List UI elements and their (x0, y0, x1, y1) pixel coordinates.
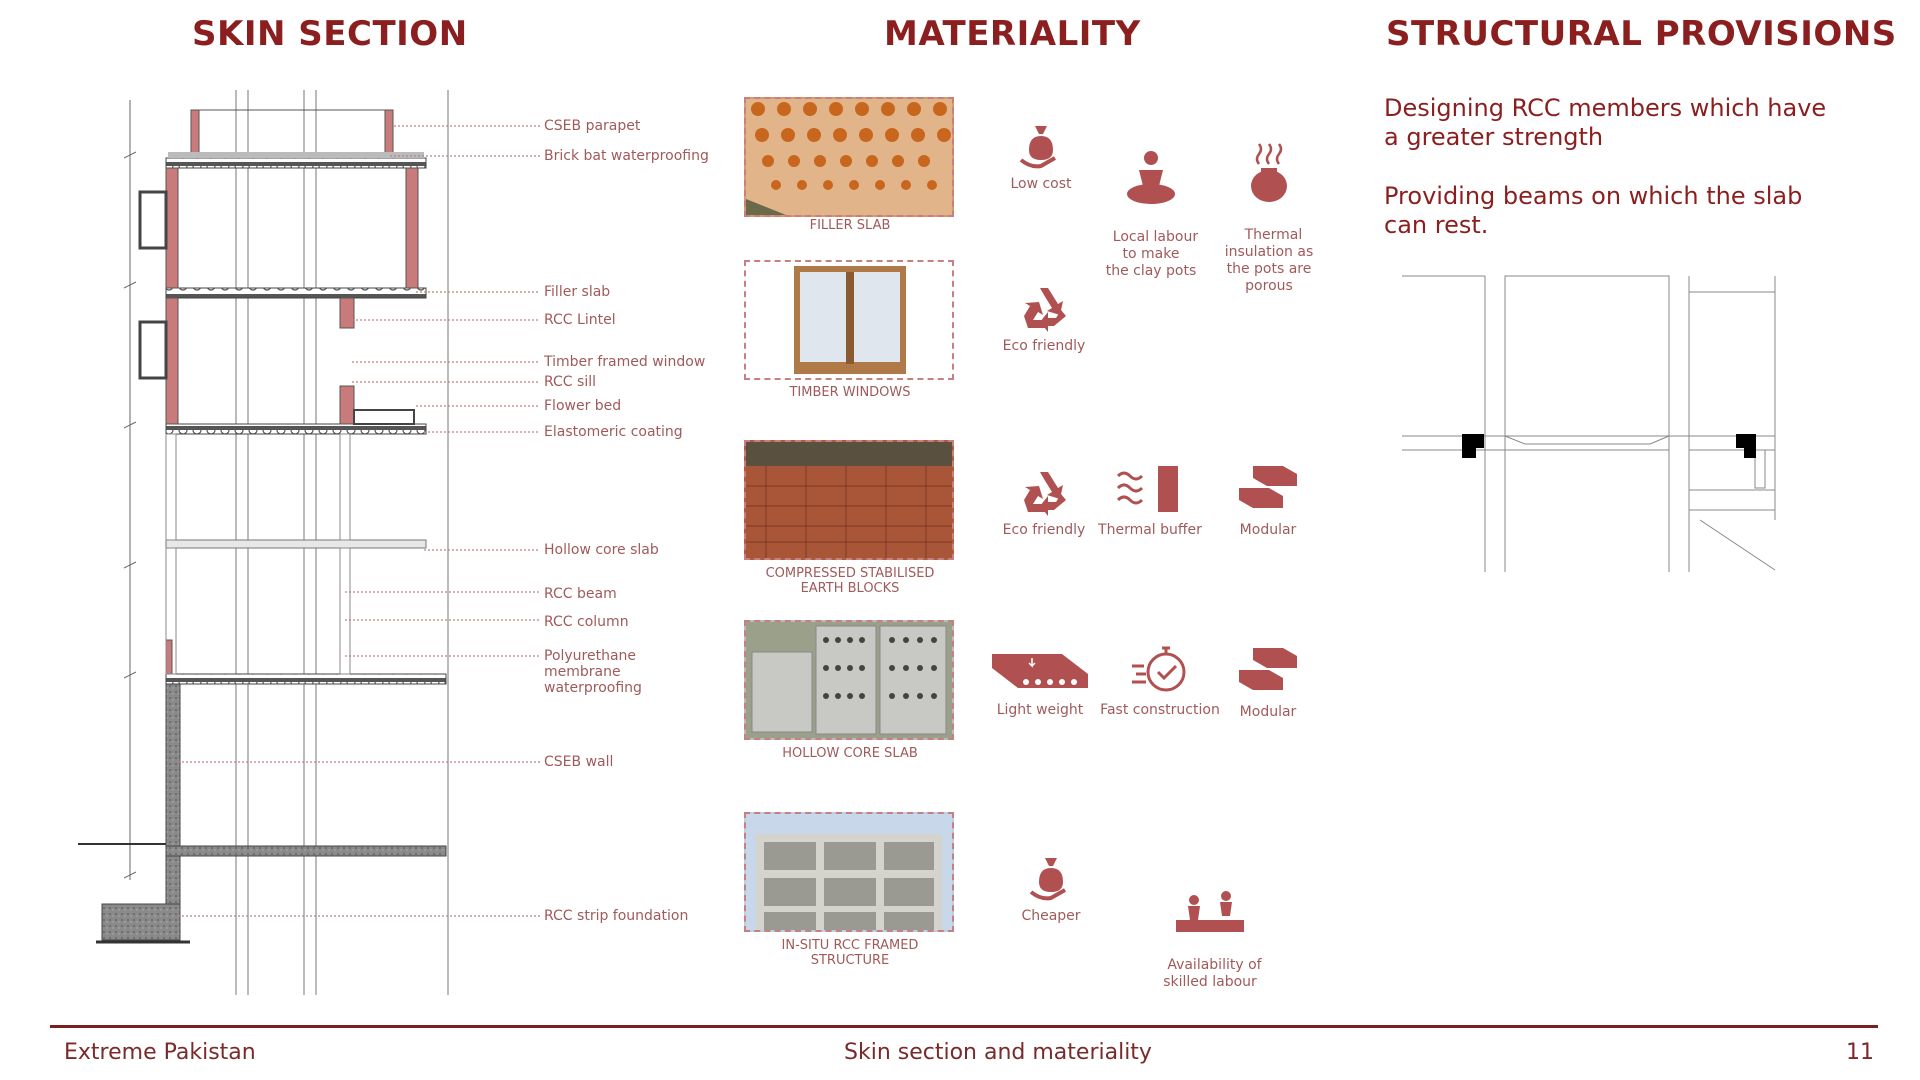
callout-rcc-lintel: RCC Lintel (544, 312, 616, 328)
label-cheaper: Cheaper (1021, 908, 1081, 924)
stopwatch-icon (1130, 640, 1190, 696)
callout-hollow-core: Hollow core slab (544, 542, 659, 558)
page-number: 11 (1846, 1040, 1874, 1065)
timber-windows-photo (744, 260, 954, 380)
workers-icon (1174, 890, 1246, 934)
label-low-cost: Low cost (1010, 176, 1072, 192)
label-thermal-insulation: Thermal insulation as the pots are porous (1224, 227, 1314, 294)
feature-thermal-insulation (1214, 106, 1324, 295)
labour-pots-icon (1123, 148, 1179, 206)
feature-light-weight (970, 644, 1110, 719)
cseb-photo (744, 440, 954, 560)
filler-slab-photo (744, 97, 954, 217)
rcc-frame-photo (744, 812, 954, 932)
label-eco-friendly-cseb: Eco friendly (1002, 522, 1086, 538)
feature-eco-friendly-timber (996, 286, 1092, 355)
caption-cseb: COMPRESSED STABILISED EARTH BLOCKS (765, 566, 935, 596)
money-bag-icon (1029, 852, 1073, 902)
feature-cheaper (1006, 852, 1096, 925)
bricks-icon (1235, 462, 1301, 516)
callout-flower-bed: Flower bed (544, 398, 622, 414)
label-skilled-labour: Availability of skilled labour (1163, 957, 1262, 990)
label-local-labour: Local labour to make the clay pots (1105, 229, 1199, 279)
callout-cseb-parapet: CSEB parapet (544, 118, 641, 134)
bricks-icon (1235, 644, 1301, 698)
feature-modular-cseb (1226, 462, 1310, 539)
heading-structural-provisions: STRUCTURAL PROVISIONS (1386, 14, 1897, 54)
feature-local-labour (1096, 114, 1206, 280)
hollow-core-photo (744, 620, 954, 740)
label-thermal-buffer: Thermal buffer (1098, 522, 1202, 538)
callout-cseb-wall: CSEB wall (544, 754, 614, 770)
callout-filler-slab: Filler slab (544, 284, 611, 300)
slab-icon (988, 644, 1092, 696)
callout-rcc-column: RCC column (544, 614, 629, 630)
callout-elastomeric: Elastomeric coating (544, 424, 683, 440)
feature-thermal-buffer (1094, 462, 1206, 539)
label-fast-construction: Fast construction (1100, 702, 1220, 718)
caption-rcc-frame: IN-SITU RCC FRAMED STRUCTURE (781, 938, 919, 968)
callout-rcc-beam: RCC beam (544, 586, 617, 602)
feature-skilled-labour (1150, 856, 1270, 991)
beam-detail-drawing (1400, 270, 1780, 580)
callout-polyurethane: Polyurethane membrane waterproofing (544, 648, 642, 696)
heading-skin-section: SKIN SECTION (192, 14, 468, 54)
caption-hollow-core: HOLLOW CORE SLAB (782, 746, 918, 761)
heading-materiality: MATERIALITY (884, 14, 1141, 54)
structural-point-2: Providing beams on which the slab can rest. (1384, 182, 1803, 239)
label-light-weight: Light weight (996, 702, 1084, 718)
label-eco-friendly-timber: Eco friendly (1002, 338, 1086, 354)
recycle-icon (1020, 286, 1068, 332)
structural-point-1: Designing RCC members which have a greater strength (1384, 94, 1827, 151)
caption-filler-slab: FILLER SLAB (809, 218, 891, 233)
callout-rcc-sill: RCC sill (544, 374, 596, 390)
recycle-icon (1020, 470, 1068, 516)
money-bag-icon (1019, 120, 1063, 170)
feature-fast-construction (1098, 640, 1222, 719)
footer-section-title: Skin section and materiality (844, 1040, 1152, 1065)
callout-rcc-strip-foundation: RCC strip foundation (544, 908, 689, 924)
clay-pot-icon (1247, 140, 1291, 204)
feature-low-cost (996, 120, 1086, 193)
feature-modular-hollow-core (1226, 644, 1310, 721)
label-modular-cseb: Modular (1239, 522, 1297, 538)
footer-divider (50, 1025, 1878, 1028)
callout-timber-window: Timber framed window (544, 354, 706, 370)
thermal-icon (1114, 462, 1186, 516)
callout-brick-bat: Brick bat waterproofing (544, 148, 709, 164)
caption-timber-windows: TIMBER WINDOWS (789, 385, 911, 400)
label-modular-hollow-core: Modular (1239, 704, 1297, 720)
feature-eco-friendly-cseb (996, 470, 1092, 539)
footer-project-name: Extreme Pakistan (64, 1040, 256, 1065)
